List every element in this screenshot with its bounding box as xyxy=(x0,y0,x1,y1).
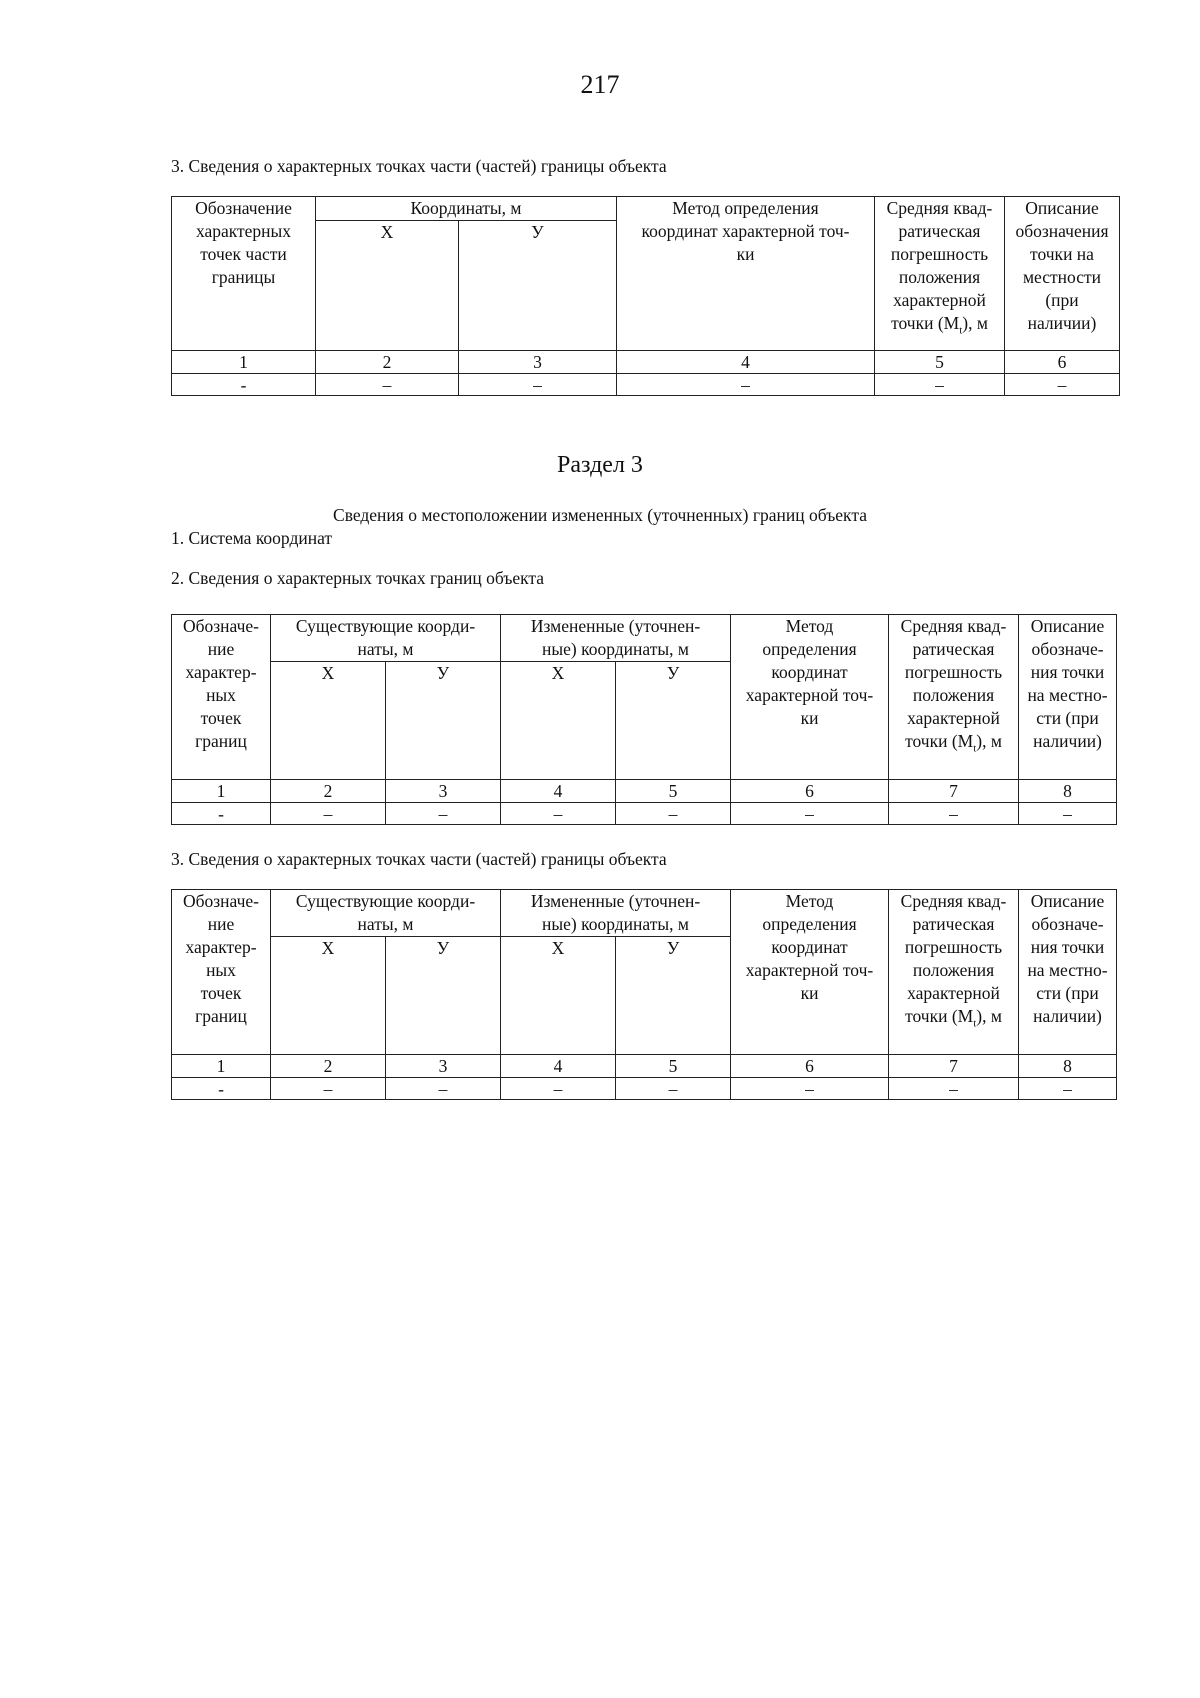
column-number: 2 xyxy=(271,1055,386,1078)
column-number: 1 xyxy=(172,780,271,803)
header-x: Х xyxy=(316,221,459,351)
table-cell: – xyxy=(386,1078,501,1100)
column-number: 8 xyxy=(1019,780,1117,803)
section3-item1: 1. Система координат xyxy=(171,528,333,548)
header-existing-x: Х xyxy=(271,937,386,1055)
header-method: Метод определения координат характерной точ- ки xyxy=(617,197,875,351)
section-subtitle: Сведения о местоположении измененных (уточненных) границ объекта xyxy=(333,505,867,525)
table-cell: - xyxy=(172,803,271,825)
column-number: 6 xyxy=(731,1055,889,1078)
header-designation: Обозначение характерных точек части границы xyxy=(172,197,316,351)
column-number: 1 xyxy=(172,351,316,374)
header-existing-y: У xyxy=(386,937,501,1055)
header-error: Средняя квад- ратическая погрешность положения характерной точки $(М_t)$, м xyxy=(875,197,1005,351)
header-existing-x: Х xyxy=(271,662,386,780)
section3-item2: 2. Сведения о характерных точках границ объекта xyxy=(171,568,545,588)
header-changed-y: У xyxy=(616,937,731,1055)
header-description: Описание обозначе- ния точки на местно- сти (при наличии) xyxy=(1019,890,1117,1055)
column-number: 2 xyxy=(271,780,386,803)
column-number: 5 xyxy=(875,351,1005,374)
table-cell: – xyxy=(501,1078,616,1100)
column-number: 5 xyxy=(616,1055,731,1078)
column-number: 8 xyxy=(1019,1055,1117,1078)
header-designation: Обозначе- ние характер- ных точек границ xyxy=(172,615,271,780)
table-cell: – xyxy=(386,803,501,825)
column-number: 6 xyxy=(731,780,889,803)
column-number: 5 xyxy=(616,780,731,803)
section3-part-points-table xyxy=(171,889,1117,1100)
page-number: 217 xyxy=(580,70,620,99)
table-cell: – xyxy=(1019,1078,1117,1100)
column-number: 3 xyxy=(386,1055,501,1078)
header-changed-coordinates: Измененные (уточнен- ные) координаты, м xyxy=(501,615,731,662)
header-coordinates: Координаты, м xyxy=(316,197,617,221)
header-method: Метод определения координат характерной точ- ки xyxy=(731,615,889,780)
table-cell: – xyxy=(616,803,731,825)
header-changed-x: Х xyxy=(501,662,616,780)
table-cell: - xyxy=(172,374,316,396)
column-number: 2 xyxy=(316,351,459,374)
header-designation: Обозначе- ние характер- ных точек границ xyxy=(172,890,271,1055)
table-cell: – xyxy=(271,803,386,825)
table-cell: – xyxy=(271,1078,386,1100)
header-existing-coordinates: Существующие коорди- наты, м xyxy=(271,890,501,937)
header-description: Описание обозначе- ния точки на местно- сти (при наличии) xyxy=(1019,615,1117,780)
column-number: 6 xyxy=(1005,351,1120,374)
table-cell: – xyxy=(617,374,875,396)
table-cell: – xyxy=(459,374,617,396)
section3-boundary-points-table xyxy=(171,614,1117,825)
header-error: Средняя квад- ратическая погрешность положения характерной точки $(М_t)$, м xyxy=(889,890,1019,1055)
header-error: Средняя квад- ратическая погрешность положения характерной точки $(М_t)$, м xyxy=(889,615,1019,780)
table-cell: – xyxy=(889,1078,1019,1100)
column-number: 7 xyxy=(889,1055,1019,1078)
column-number: 7 xyxy=(889,780,1019,803)
column-number: 3 xyxy=(459,351,617,374)
header-changed-y: У xyxy=(616,662,731,780)
table-cell: – xyxy=(731,803,889,825)
section2-part3-table xyxy=(171,196,1120,396)
section2-item3-heading: 3. Сведения о характерных точках части (частей) границы объекта xyxy=(171,156,667,176)
section3-item3: 3. Сведения о характерных точках части (частей) границы объекта xyxy=(171,849,667,869)
table-cell: – xyxy=(616,1078,731,1100)
column-number: 4 xyxy=(501,1055,616,1078)
column-number: 4 xyxy=(617,351,875,374)
header-existing-coordinates: Существующие коорди- наты, м xyxy=(271,615,501,662)
section-title: Раздел 3 xyxy=(557,452,643,478)
table-cell: – xyxy=(1019,803,1117,825)
header-changed-coordinates: Измененные (уточнен- ные) координаты, м xyxy=(501,890,731,937)
header-description: Описание обозначения точки на местности (при наличии) xyxy=(1005,197,1120,351)
header-changed-x: Х xyxy=(501,937,616,1055)
column-number: 3 xyxy=(386,780,501,803)
table-cell: – xyxy=(316,374,459,396)
header-y: У xyxy=(459,221,617,351)
table-cell: - xyxy=(172,1078,271,1100)
table-cell: – xyxy=(1005,374,1120,396)
header-existing-y: У xyxy=(386,662,501,780)
column-number: 4 xyxy=(501,780,616,803)
table-cell: – xyxy=(731,1078,889,1100)
table-cell: – xyxy=(501,803,616,825)
table-cell: – xyxy=(875,374,1005,396)
column-number: 1 xyxy=(172,1055,271,1078)
table-cell: – xyxy=(889,803,1019,825)
header-method: Метод определения координат характерной точ- ки xyxy=(731,890,889,1055)
